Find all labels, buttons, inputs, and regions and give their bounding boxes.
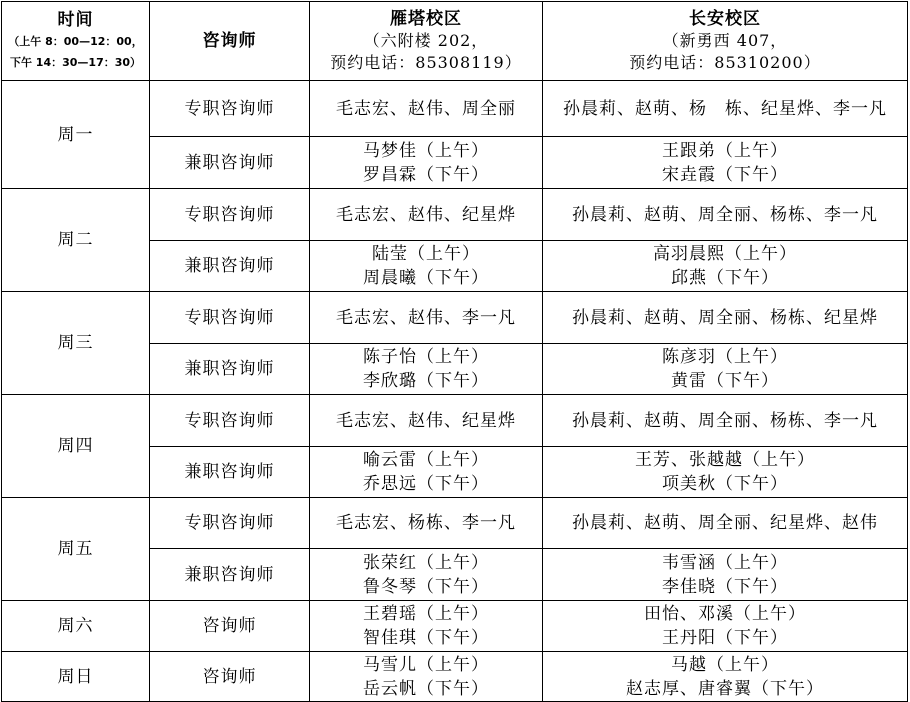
shift-morning: 王芳、张越越（上午） xyxy=(635,450,815,470)
header-time xyxy=(2,2,150,81)
changan-phone: 预约电话：85310200） xyxy=(629,53,821,72)
fulltime-changan: 孙晨莉、赵萌、周全丽、纪星烨、赵伟 xyxy=(543,498,908,549)
counseling-schedule-table xyxy=(1,1,908,702)
schedule-table-wrapper xyxy=(1,1,908,702)
fulltime-yanta: 毛志宏、赵伟、周全丽 xyxy=(310,81,543,137)
role-parttime: 兼职咨询师 xyxy=(150,137,310,189)
shift-morning: 张荣红（上午） xyxy=(363,552,489,573)
shift-morning: 马雪儿（上午） xyxy=(363,654,489,675)
role-parttime: 兼职咨询师 xyxy=(150,549,310,601)
parttime-yanta xyxy=(310,241,543,292)
fulltime-changan: 孙晨莉、赵萌、周全丽、杨栋、李一凡 xyxy=(543,395,908,447)
shift-morning: 王跟弟（上午） xyxy=(662,140,788,161)
time-am-hours: （上午 8：00—12：00， xyxy=(8,35,143,48)
parttime-changan xyxy=(543,344,908,395)
shift-morning: 韦雪涵（上午） xyxy=(662,552,788,573)
shift-morning: 高羽晨熙（上午） xyxy=(653,244,797,264)
fulltime-changan: 孙晨莉、赵萌、杨 栋、纪星烨、李一凡 xyxy=(543,81,908,137)
day-cell: 周一 xyxy=(2,81,150,189)
day-cell: 周日 xyxy=(2,652,150,702)
role-fulltime: 专职咨询师 xyxy=(150,189,310,241)
time-pm-hours: 下午 14：30—17：30） xyxy=(9,56,142,69)
shift-afternoon: 黄雷（下午） xyxy=(671,371,779,391)
parttime-yanta xyxy=(310,137,543,189)
day-cell: 周二 xyxy=(2,189,150,292)
parttime-yanta xyxy=(310,447,543,498)
shift-afternoon: 乔思远（下午） xyxy=(363,474,489,494)
day-cell: 周六 xyxy=(2,601,150,652)
shift-afternoon: 智佳琪（下午） xyxy=(363,628,489,648)
role-counselor: 咨询师 xyxy=(150,652,310,702)
shift-afternoon: 王丹阳（下午） xyxy=(662,628,788,648)
parttime-changan xyxy=(543,241,908,292)
header-row xyxy=(2,2,908,81)
header-yanta xyxy=(310,2,543,81)
yanta-address: （六附楼 202， xyxy=(363,31,489,50)
day-cell: 周三 xyxy=(2,292,150,395)
changan-address: （新勇西 407， xyxy=(662,31,788,50)
yanta-phone: 预约电话：85308119） xyxy=(330,53,522,72)
shift-morning: 田怡、邓溪（上午） xyxy=(644,604,806,624)
shift-afternoon: 李佳晓（下午） xyxy=(662,576,788,597)
fulltime-changan: 孙晨莉、赵萌、周全丽、杨栋、李一凡 xyxy=(543,189,908,241)
role-fulltime: 专职咨询师 xyxy=(150,498,310,549)
table-row xyxy=(2,81,908,137)
parttime-yanta xyxy=(310,549,543,601)
day-cell: 周四 xyxy=(2,395,150,498)
header-counselor: 咨询师 xyxy=(150,2,310,81)
role-parttime: 兼职咨询师 xyxy=(150,241,310,292)
parttime-changan xyxy=(543,137,908,189)
role-fulltime: 专职咨询师 xyxy=(150,292,310,344)
weekend-yanta xyxy=(310,652,543,702)
role-counselor: 咨询师 xyxy=(150,601,310,652)
fulltime-changan: 孙晨莉、赵萌、周全丽、杨栋、纪星烨 xyxy=(543,292,908,344)
header-changan xyxy=(543,2,908,81)
weekend-changan xyxy=(543,601,908,652)
shift-afternoon: 鲁冬琴（下午） xyxy=(363,576,489,597)
shift-morning: 喻云雷（上午） xyxy=(363,450,489,470)
shift-afternoon: 岳云帆（下午） xyxy=(363,678,489,699)
shift-afternoon: 宋垚霞（下午） xyxy=(662,164,788,185)
fulltime-yanta: 毛志宏、赵伟、纪星烨 xyxy=(310,189,543,241)
weekend-changan xyxy=(543,652,908,702)
shift-morning: 陈子怡（上午） xyxy=(363,347,489,367)
role-fulltime: 专职咨询师 xyxy=(150,81,310,137)
table-row xyxy=(2,292,908,344)
shift-morning: 马越（上午） xyxy=(671,654,779,675)
shift-afternoon: 项美秋（下午） xyxy=(662,474,788,494)
shift-afternoon: 赵志厚、唐睿翼（下午） xyxy=(626,678,824,699)
changan-title: 长安校区 xyxy=(689,9,761,29)
fulltime-yanta: 毛志宏、杨栋、李一凡 xyxy=(310,498,543,549)
yanta-title: 雁塔校区 xyxy=(390,9,462,29)
shift-morning: 王碧瑶（上午） xyxy=(363,604,489,624)
time-title: 时间 xyxy=(57,10,94,30)
shift-afternoon: 罗昌霖（下午） xyxy=(363,164,489,185)
shift-morning: 陈彦羽（上午） xyxy=(662,347,788,367)
table-row xyxy=(2,652,908,702)
shift-morning: 马梦佳（上午） xyxy=(363,140,489,161)
day-cell: 周五 xyxy=(2,498,150,601)
shift-afternoon: 李欣璐（下午） xyxy=(363,371,489,391)
shift-morning: 陆莹（上午） xyxy=(372,244,480,264)
role-parttime: 兼职咨询师 xyxy=(150,344,310,395)
parttime-changan xyxy=(543,447,908,498)
role-fulltime: 专职咨询师 xyxy=(150,395,310,447)
parttime-changan xyxy=(543,549,908,601)
table-row xyxy=(2,395,908,447)
table-row xyxy=(2,601,908,652)
shift-afternoon: 邱燕（下午） xyxy=(671,268,779,288)
role-parttime: 兼职咨询师 xyxy=(150,447,310,498)
parttime-yanta xyxy=(310,344,543,395)
shift-afternoon: 周晨曦（下午） xyxy=(363,268,489,288)
fulltime-yanta: 毛志宏、赵伟、纪星烨 xyxy=(310,395,543,447)
table-row xyxy=(2,189,908,241)
table-row xyxy=(2,498,908,549)
weekend-yanta xyxy=(310,601,543,652)
fulltime-yanta: 毛志宏、赵伟、李一凡 xyxy=(310,292,543,344)
